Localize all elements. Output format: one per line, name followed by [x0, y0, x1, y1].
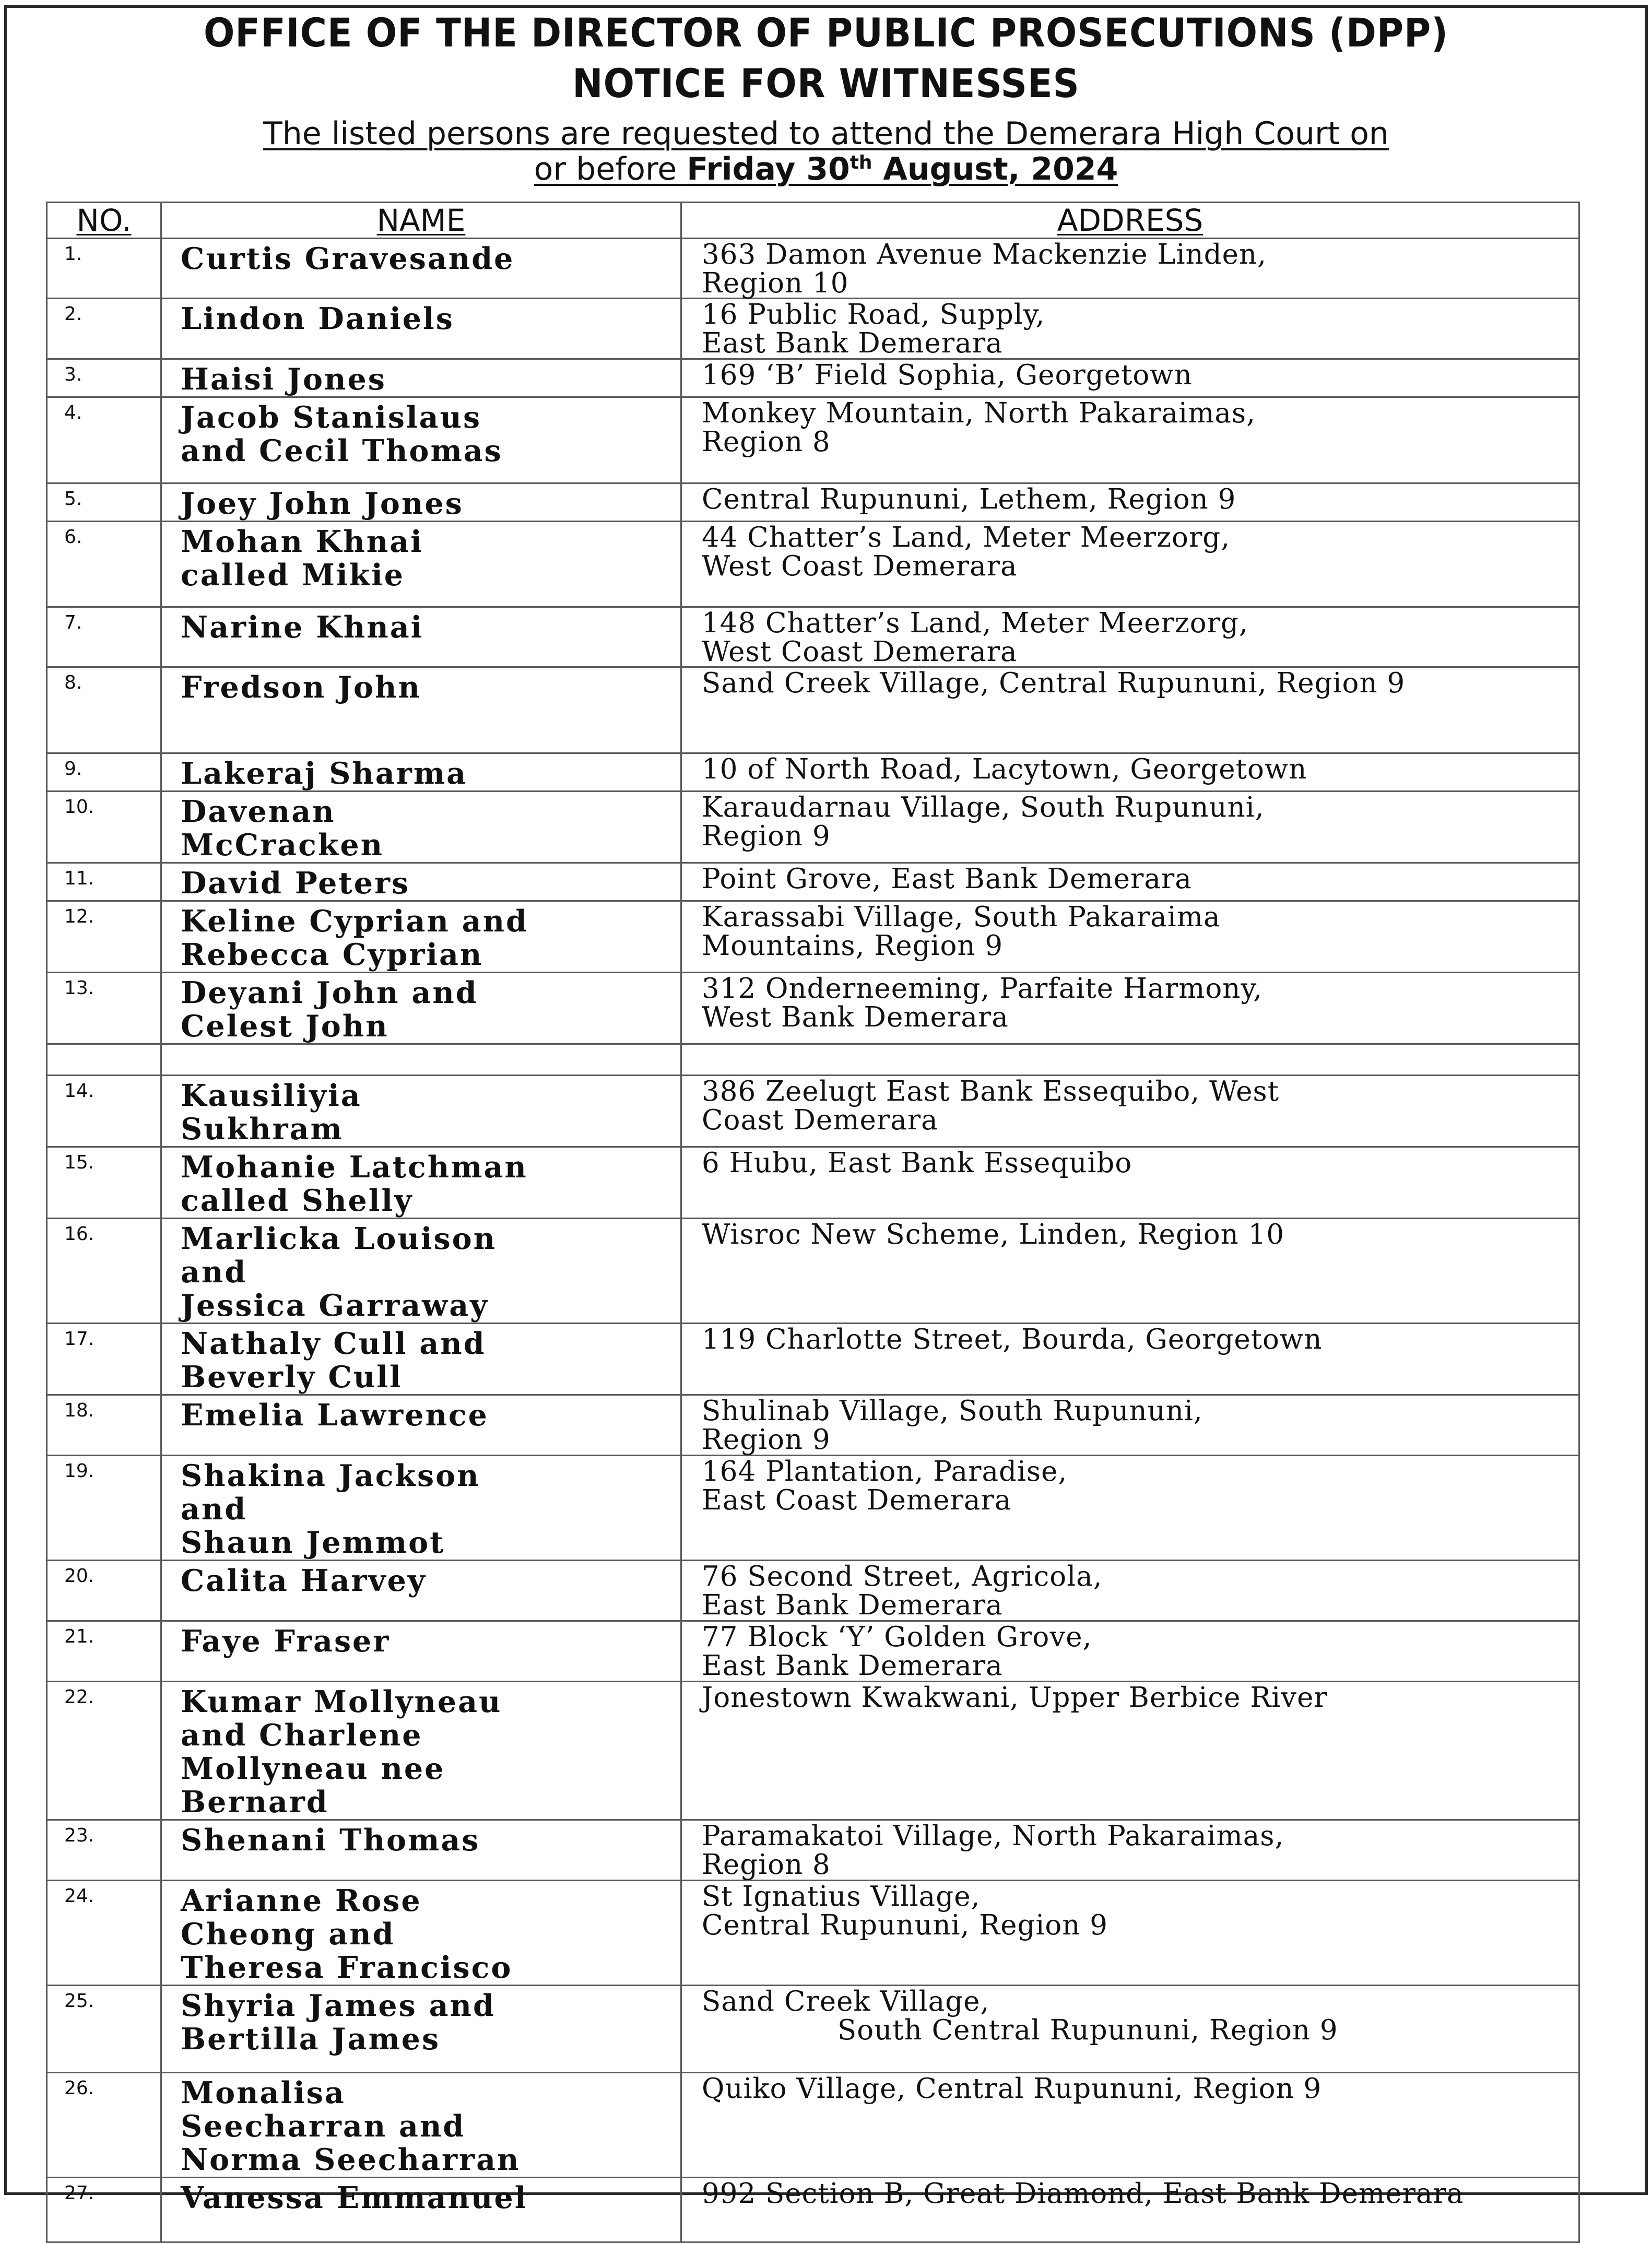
column-header-no: NO.: [47, 203, 161, 239]
witness-name: Lindon Daniels: [161, 299, 681, 359]
witness-name: Keline Cyprian and Rebecca Cyprian: [161, 901, 681, 973]
subtitle-date-sup: th: [849, 152, 872, 173]
witness-name: Mohan Khnai called Mikie: [161, 522, 681, 607]
row-number: 3.: [47, 359, 161, 397]
witness-address: Monkey Mountain, North Pakaraimas, Region 8: [681, 397, 1579, 483]
witness-name: [161, 1044, 681, 1076]
witness-name: David Peters: [161, 863, 681, 901]
row-number: 2.: [47, 299, 161, 359]
row-number: [47, 1044, 161, 1076]
witness-name: Fredson John: [161, 667, 681, 753]
witness-name: Shakina Jackson and Shaun Jemmot: [161, 1456, 681, 1561]
row-number: 9.: [47, 753, 161, 792]
witness-name: Narine Khnai: [161, 607, 681, 667]
row-number: 22.: [47, 1682, 161, 1820]
witness-address: Quiko Village, Central Rupununi, Region 9: [681, 2073, 1579, 2178]
row-number: 20.: [47, 1561, 161, 1621]
notice-title: NOTICE FOR WITNESSES: [572, 60, 1080, 107]
table-row: [47, 973, 1579, 1044]
column-header-name: NAME: [161, 203, 681, 239]
column-header-address: ADDRESS: [681, 203, 1579, 239]
row-number: 21.: [47, 1621, 161, 1682]
table-row: [47, 667, 1579, 753]
table-row: [47, 1986, 1579, 2073]
witness-name: Calita Harvey: [161, 1561, 681, 1621]
witness-name: Jacob Stanislaus and Cecil Thomas: [161, 397, 681, 483]
table-row: [47, 1219, 1579, 1324]
row-number: 25.: [47, 1986, 161, 2073]
witness-address: 386 Zeelugt East Bank Essequibo, West Coast Demerara: [681, 1076, 1579, 1147]
page-title: OFFICE OF THE DIRECTOR OF PUBLIC PROSECUTIONS (DPP): [203, 9, 1449, 56]
witness-name: Mohanie Latchman called Shelly: [161, 1147, 681, 1219]
witness-name: Lakeraj Sharma: [161, 753, 681, 792]
table-row: [47, 522, 1579, 607]
witness-address: 44 Chatter’s Land, Meter Meerzorg, West Coast Demerara: [681, 522, 1579, 607]
subtitle-date-rest: August, 2024: [872, 151, 1118, 187]
row-number: 1.: [47, 239, 161, 299]
witness-address: St Ignatius Village, Central Rupununi, Region 9: [681, 1881, 1579, 1986]
row-number: 16.: [47, 1219, 161, 1324]
table-row: [47, 2073, 1579, 2178]
witness-name: Deyani John and Celest John: [161, 973, 681, 1044]
table-row: [47, 792, 1579, 863]
subtitle-prefix: or before: [534, 151, 687, 187]
subtitle-line-1: The listed persons are requested to attend the Demerara High Court on: [263, 115, 1389, 152]
row-number: 17.: [47, 1324, 161, 1395]
row-number: 15.: [47, 1147, 161, 1219]
witness-address: Sand Creek Village, Central Rupununi, Region 9: [681, 667, 1579, 753]
row-number: 11.: [47, 863, 161, 901]
table-row: [47, 1076, 1579, 1147]
witness-address: 10 of North Road, Lacytown, Georgetown: [681, 753, 1579, 792]
witness-address: Shulinab Village, South Rupununi, Region 9: [681, 1395, 1579, 1456]
witness-address: 363 Damon Avenue Mackenzie Linden, Region 10: [681, 239, 1579, 299]
witness-name: Kausiliyia Sukhram: [161, 1076, 681, 1147]
witness-address: 169 ‘B’ Field Sophia, Georgetown: [681, 359, 1579, 397]
witness-address: 312 Onderneeming, Parfaite Harmony, West Bank Demerara: [681, 973, 1579, 1044]
address-line: South Central Rupununi, Region 9: [837, 2014, 1338, 2046]
witness-address: Karassabi Village, South Pakaraima Mountains, Region 9: [681, 901, 1579, 973]
row-number: 13.: [47, 973, 161, 1044]
table-row: [47, 1682, 1579, 1820]
table-row: [47, 1324, 1579, 1395]
witness-name: Faye Fraser: [161, 1621, 681, 1682]
witness-address: 76 Second Street, Agricola, East Bank Demerara: [681, 1561, 1579, 1621]
witness-name: Emelia Lawrence: [161, 1395, 681, 1456]
witness-address: 119 Charlotte Street, Bourda, Georgetown: [681, 1324, 1579, 1395]
witness-name: Monalisa Seecharran and Norma Seecharran: [161, 2073, 681, 2178]
table-row: [47, 1820, 1579, 1881]
table-row: [47, 607, 1579, 667]
row-number: 19.: [47, 1456, 161, 1561]
witness-address: 77 Block ‘Y’ Golden Grove, East Bank Demerara: [681, 1621, 1579, 1682]
witness-name: Nathaly Cull and Beverly Cull: [161, 1324, 681, 1395]
witness-address: 16 Public Road, Supply, East Bank Demerara: [681, 299, 1579, 359]
row-number: 10.: [47, 792, 161, 863]
table-row: [47, 2178, 1579, 2242]
witness-name: Curtis Gravesande: [161, 239, 681, 299]
row-number: 7.: [47, 607, 161, 667]
table-row: [47, 397, 1579, 483]
row-number: 18.: [47, 1395, 161, 1456]
witness-name: Marlicka Louison and Jessica Garraway: [161, 1219, 681, 1324]
witness-address: 6 Hubu, East Bank Essequibo: [681, 1147, 1579, 1219]
row-number: 23.: [47, 1820, 161, 1881]
witness-table: [46, 202, 1580, 2243]
witness-address: 148 Chatter’s Land, Meter Meerzorg, West Coast Demerara: [681, 607, 1579, 667]
table-row: [47, 1561, 1579, 1621]
witness-address: Central Rupununi, Lethem, Region 9: [681, 483, 1579, 522]
subtitle-date-day: Friday 30: [687, 151, 850, 187]
table-row: [47, 1044, 1579, 1076]
witness-address: Karaudarnau Village, South Rupununi, Region 9: [681, 792, 1579, 863]
witness-name: Haisi Jones: [161, 359, 681, 397]
table-row: [47, 1147, 1579, 1219]
witness-address: [681, 1986, 1579, 2073]
witness-name: Joey John Jones: [161, 483, 681, 522]
table-row: [47, 239, 1579, 299]
row-number: 24.: [47, 1881, 161, 1986]
table-row: [47, 1881, 1579, 1986]
witness-name: Kumar Mollyneau and Charlene Mollyneau nee Bernard: [161, 1682, 681, 1820]
row-number: 4.: [47, 397, 161, 483]
witness-address: Wisroc New Scheme, Linden, Region 10: [681, 1219, 1579, 1324]
table-row: [47, 1621, 1579, 1682]
table-row: [47, 483, 1579, 522]
table-row: [47, 1395, 1579, 1456]
witness-name: Shyria James and Bertilla James: [161, 1986, 681, 2073]
witness-address: 164 Plantation, Paradise, East Coast Demerara: [681, 1456, 1579, 1561]
witness-address: Paramakatoi Village, North Pakaraimas, Region 8: [681, 1820, 1579, 1881]
witness-address: [681, 1044, 1579, 1076]
row-number: 26.: [47, 2073, 161, 2178]
row-number: 12.: [47, 901, 161, 973]
row-number: 8.: [47, 667, 161, 753]
table-row: [47, 1456, 1579, 1561]
table-header-row: [47, 203, 1579, 239]
witness-address: Jonestown Kwakwani, Upper Berbice River: [681, 1682, 1579, 1820]
row-number: 6.: [47, 522, 161, 607]
table-row: [47, 359, 1579, 397]
table-row: [47, 753, 1579, 792]
witness-address: Point Grove, East Bank Demerara: [681, 863, 1579, 901]
row-number: 27.: [47, 2178, 161, 2242]
table-row: [47, 299, 1579, 359]
witness-name: Arianne Rose Cheong and Theresa Francisco: [161, 1881, 681, 1986]
table-row: [47, 863, 1579, 901]
subtitle-line-2: [0, 151, 1652, 187]
witness-address: 992 Section B, Great Diamond, East Bank Demerara: [681, 2178, 1579, 2242]
row-number: 14.: [47, 1076, 161, 1147]
row-number: 5.: [47, 483, 161, 522]
witness-name: Davenan McCracken: [161, 792, 681, 863]
witness-name: Shenani Thomas: [161, 1820, 681, 1881]
witness-name: Vanessa Emmanuel: [161, 2178, 681, 2242]
address-line: Sand Creek Village,: [702, 1986, 990, 2017]
table-row: [47, 901, 1579, 973]
